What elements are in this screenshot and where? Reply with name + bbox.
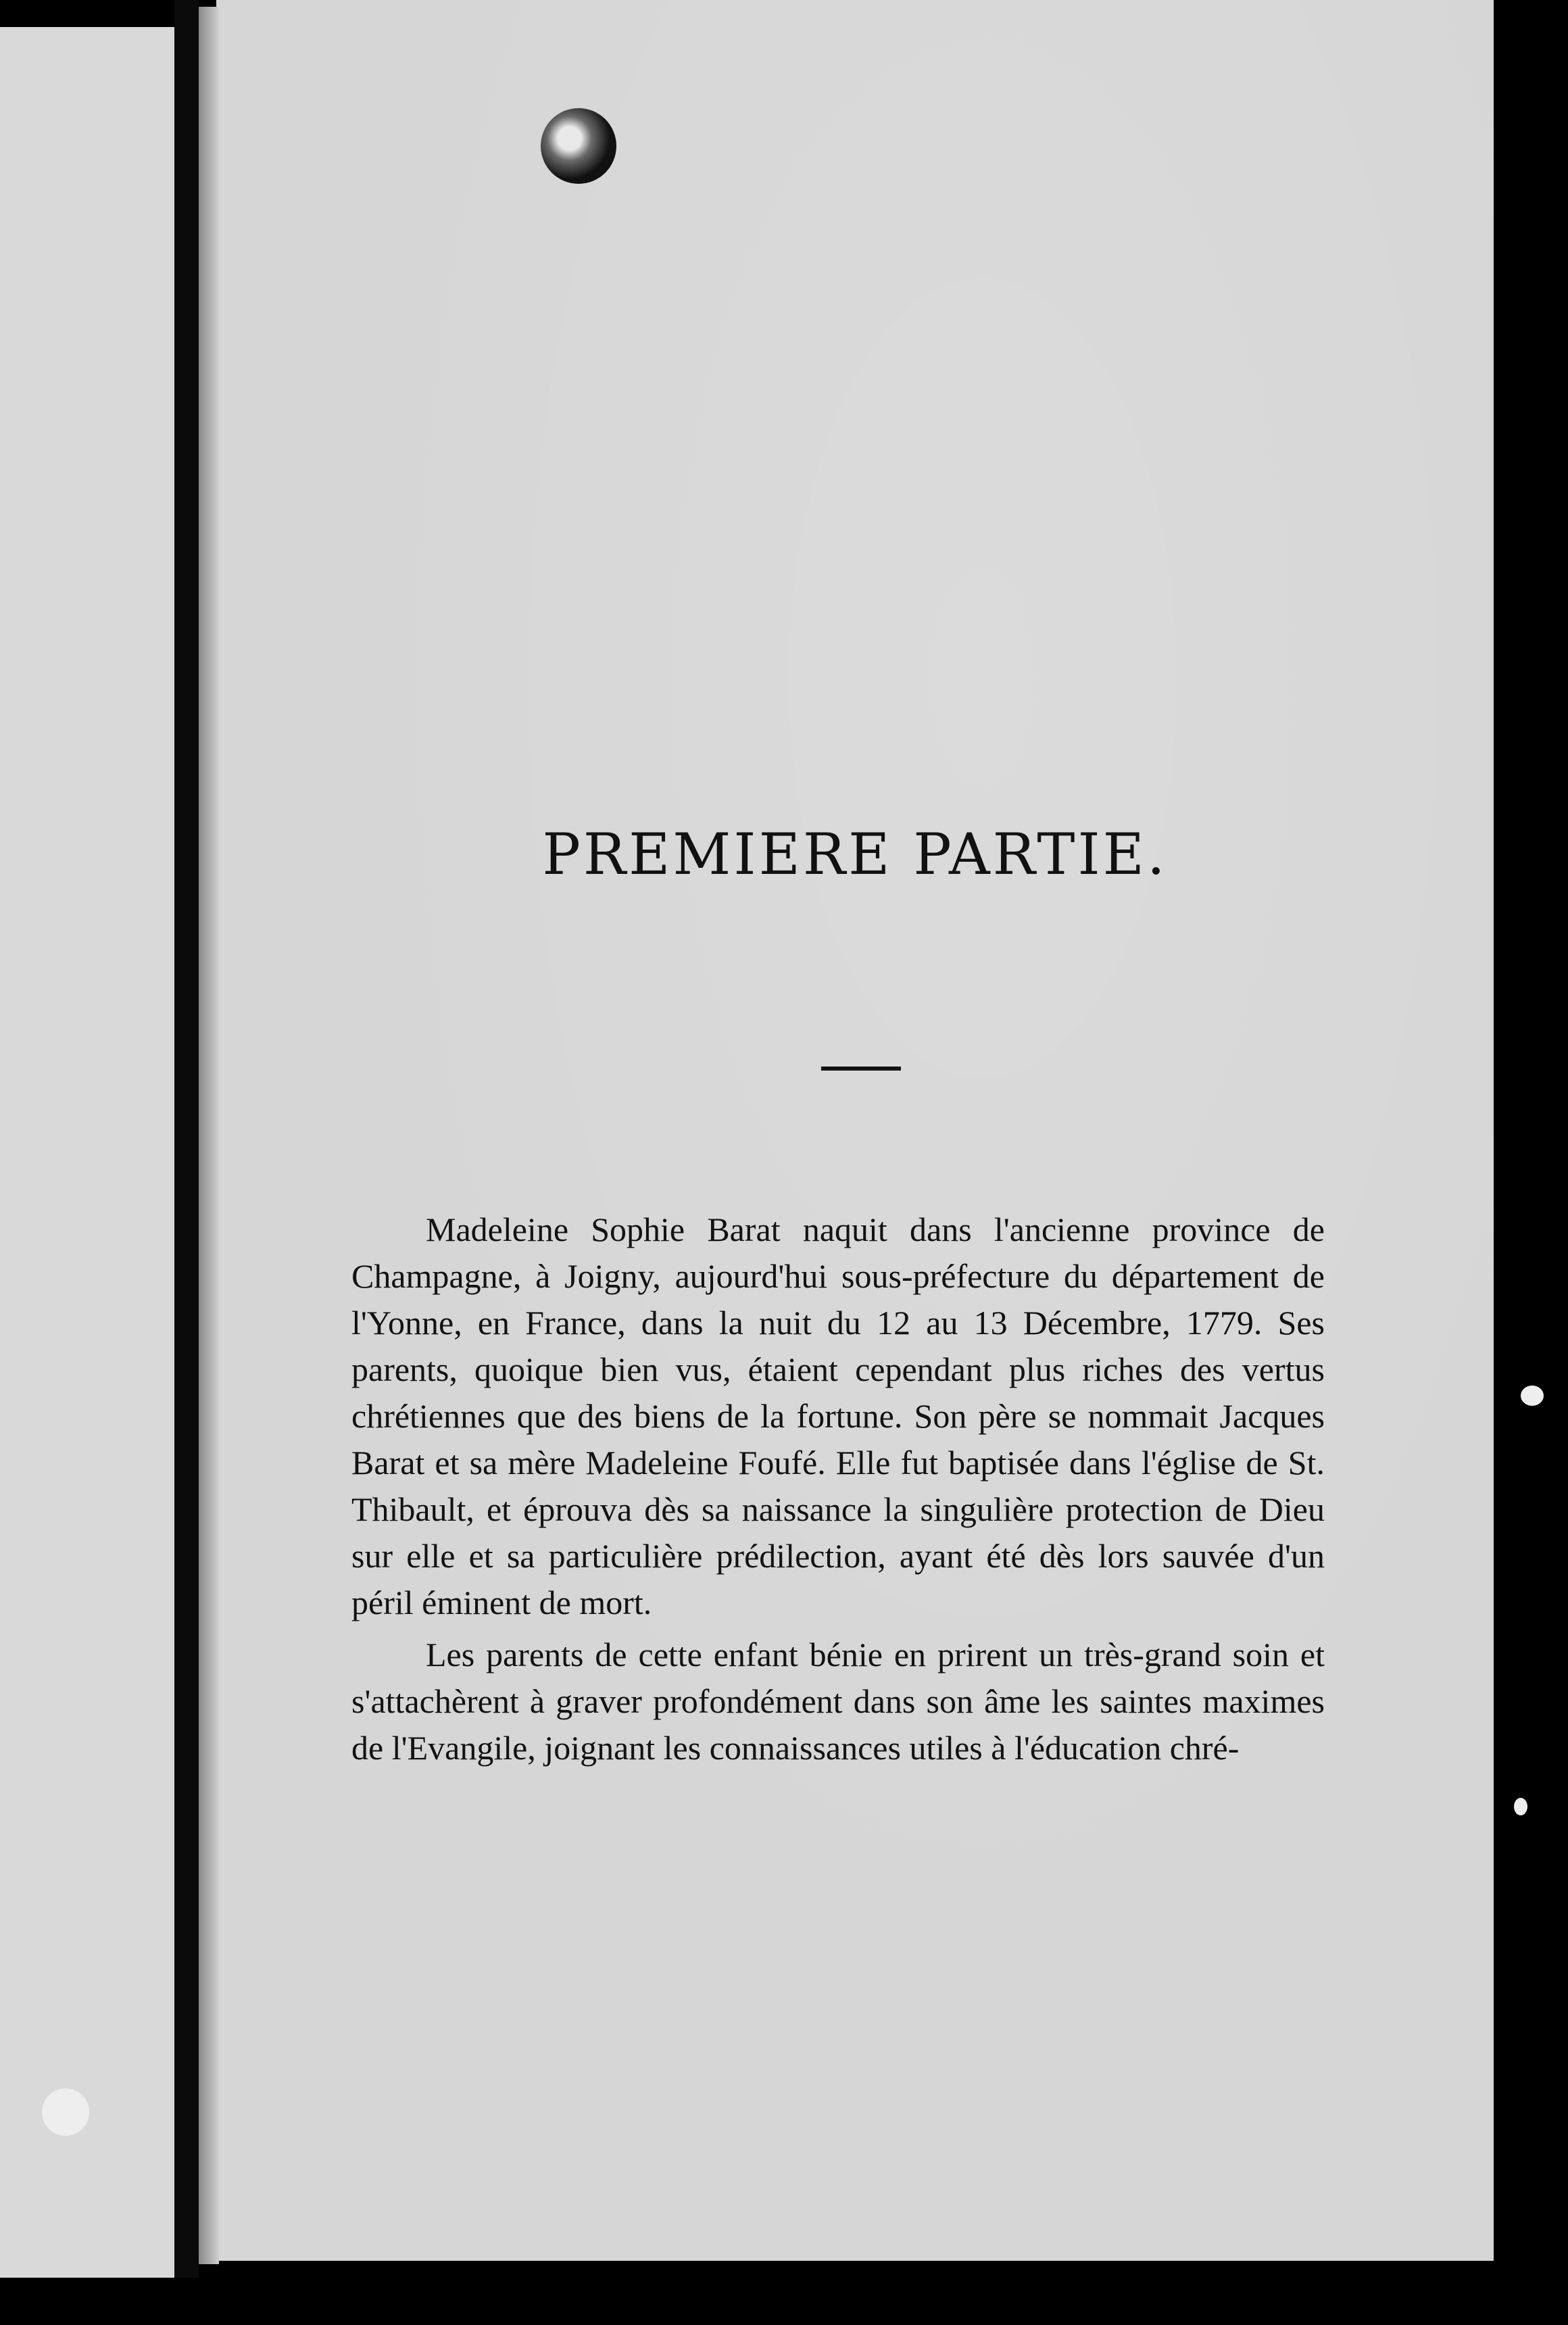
heading-rule <box>821 1067 901 1071</box>
punch-hole <box>541 108 616 184</box>
paragraph-2: Les parents de cette enfant bénie en prirent un très-grand soin et s'attachèrent à graver profondément dans son âme les saintes maximes de l'Evangile, joignant les connaissances utiles à l'éducation chré- <box>351 1636 1325 1767</box>
scan-border-bottom <box>0 2278 1568 2325</box>
paper-speck <box>1521 1386 1544 1406</box>
paragraph-1: Madeleine Sophie Barat naquit dans l'ancienne province de Champagne, à Joigny, aujourd'hui sous-préfecture du département de l'Yonne, en France, dans la nuit du 12 au 13 Décembre, 1779. Ses parents, quoique bien vus, étaient cependant plus riches des vertus chrétiennes que des biens de la fortune. Son père se nommait Jacques Barat et sa mère Madeleine Foufé. Elle fut baptisée dans l'église de St. Thibault, et éprouva dès sa naissance la singulière protection de Dieu sur elle et sa particulière prédilection, ayant été dès lors sauvée d'un péril éminent de mort. <box>351 1210 1325 1621</box>
book-page <box>216 0 1494 2261</box>
body-text <box>351 1206 1325 1771</box>
scan-border-right <box>1494 0 1568 2325</box>
paper-speck <box>1514 1798 1527 1815</box>
gutter-shadow <box>199 7 219 2264</box>
book-gutter <box>174 0 199 2325</box>
section-heading: PREMIERE PARTIE. <box>542 821 1168 887</box>
paper-speck <box>42 2088 89 2136</box>
facing-page-edge <box>0 27 174 2278</box>
